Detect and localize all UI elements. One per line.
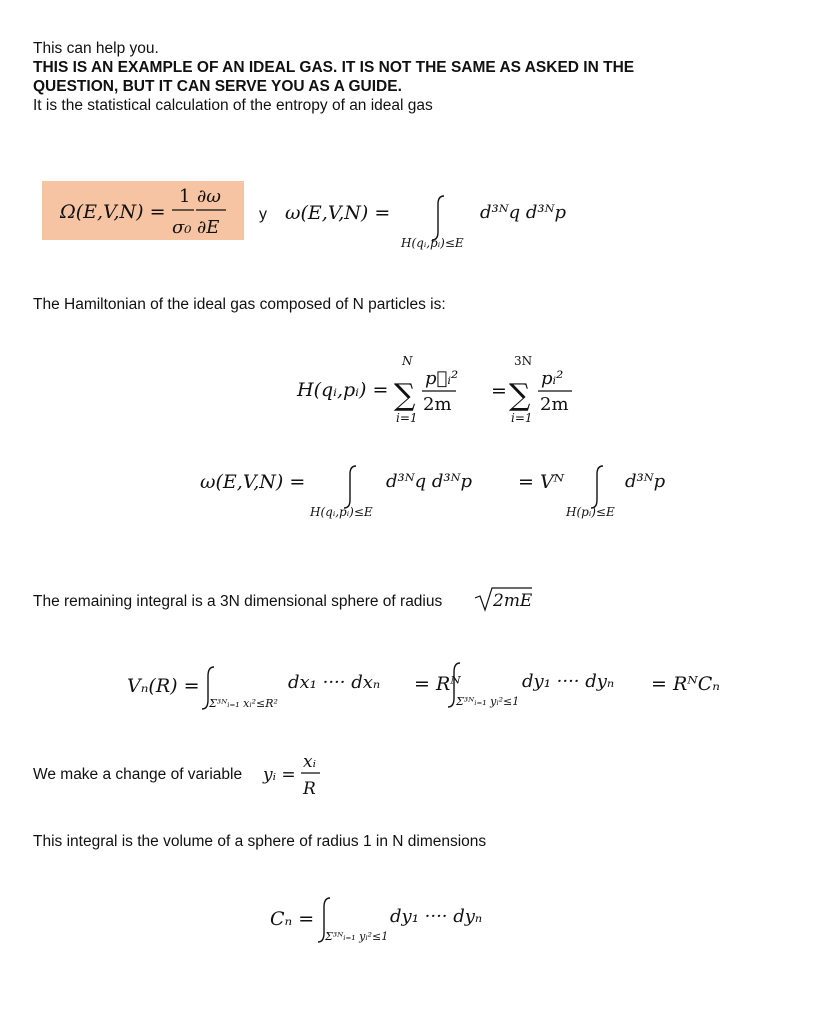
sphere-radius: 2mE (493, 591, 533, 611)
eq4-rhs: = RᴺCₙ (651, 673, 720, 695)
frac1-denominator: σ₀ (172, 217, 192, 238)
equation-omega-integral (200, 466, 666, 519)
eq3-rhs-prefix: = Vᴺ (518, 471, 565, 493)
change-var-var: yᵢ = (263, 765, 296, 785)
sum2-upper: 3N (514, 354, 533, 368)
eq3-integral-sign-1 (344, 466, 356, 508)
eq4-domain-2: Σ³ᴺᵢ₌₁ yᵢ²≤1 (456, 695, 520, 708)
omega-big-lhs: Ω(E,V,N) = (60, 201, 166, 223)
sphere-text: The remaining integral is a 3N dimensional sphere of radius (33, 593, 443, 610)
sum1-lower: i=1 (396, 411, 418, 425)
equation-cn (270, 898, 482, 943)
eq3-integrand-2: d³ᴺp (625, 471, 666, 492)
intro-line-2: THIS IS AN EXAMPLE OF AN IDEAL GAS. IT IS NOT THE SAME AS ASKED IN THE (33, 59, 635, 76)
change-var-numerator: xᵢ (303, 752, 317, 772)
eq3-integrand-1: d³ᴺq d³ᴺp (386, 471, 473, 492)
eq4-mid: = Rᴺ (414, 673, 461, 695)
eq2-frac2-numerator: pᵢ² (541, 368, 564, 389)
intro-line-1: This can help you. (33, 40, 159, 57)
eq4-domain-1: Σ³ᴺᵢ₌₁ xᵢ²≤R² (209, 697, 278, 710)
sum1-upper: N (402, 354, 413, 368)
eq3-integral-sign-2 (591, 466, 603, 508)
change-var-text: We make a change of variable (33, 766, 243, 783)
equation-hamiltonian (296, 354, 572, 425)
eq4-integrand-2: dy₁ ···· dyₙ (522, 671, 615, 692)
sum2-lower: i=1 (511, 411, 533, 425)
eq3-domain-1: H(qᵢ,pᵢ)≤E (310, 505, 373, 519)
eq2-frac1-numerator: p⃗ᵢ² (425, 368, 459, 389)
eq2-frac2-denominator: 2m (540, 394, 569, 415)
eq3-lhs: ω(E,V,N) = (200, 471, 306, 493)
equation-sphere-volume (127, 663, 720, 710)
eq1-integrand: d³ᴺq d³ᴺp (480, 202, 567, 223)
eq5-domain: Σ³ᴺᵢ₌₁ yᵢ²≤1 (325, 930, 389, 943)
eq2-equals: = (491, 380, 507, 402)
integral-sign (432, 196, 444, 240)
change-var-denominator: R (303, 779, 316, 799)
eq2-lhs: H(qᵢ,pᵢ) = (297, 379, 389, 401)
frac1-numerator: 1 (179, 186, 191, 207)
eq5-integrand: dy₁ ···· dyₙ (390, 906, 483, 927)
frac2-denominator: ∂E (197, 217, 220, 238)
equation-omega-definition (59, 186, 567, 250)
eq4-integrand-1: dx₁ ···· dxₙ (288, 672, 381, 693)
eq4-lhs: Vₙ(R) = (127, 675, 200, 697)
omega-small-lhs: ω(E,V,N) = (285, 202, 391, 224)
volume-text: This integral is the volume of a sphere of radius 1 in N dimensions (33, 833, 487, 850)
sum1-sign: ∑ (394, 378, 416, 413)
intro-line-4: It is the statistical calculation of the entropy of an ideal gas (33, 97, 433, 114)
hamiltonian-text: The Hamiltonian of the ideal gas composed of N particles is: (33, 296, 446, 313)
eq5-lhs: Cₙ = (270, 908, 315, 930)
eq1-domain: H(qᵢ,pᵢ)≤E (401, 236, 464, 250)
intro-line-3: QUESTION, BUT IT CAN SERVE YOU AS A GUIDE. (33, 78, 402, 95)
frac2-numerator: ∂ω (197, 186, 221, 207)
connector-y: y (259, 206, 267, 223)
sum2-sign: ∑ (509, 378, 531, 413)
eq3-domain-2: H(pᵢ)≤E (566, 505, 615, 519)
eq2-frac1-denominator: 2m (423, 394, 452, 415)
